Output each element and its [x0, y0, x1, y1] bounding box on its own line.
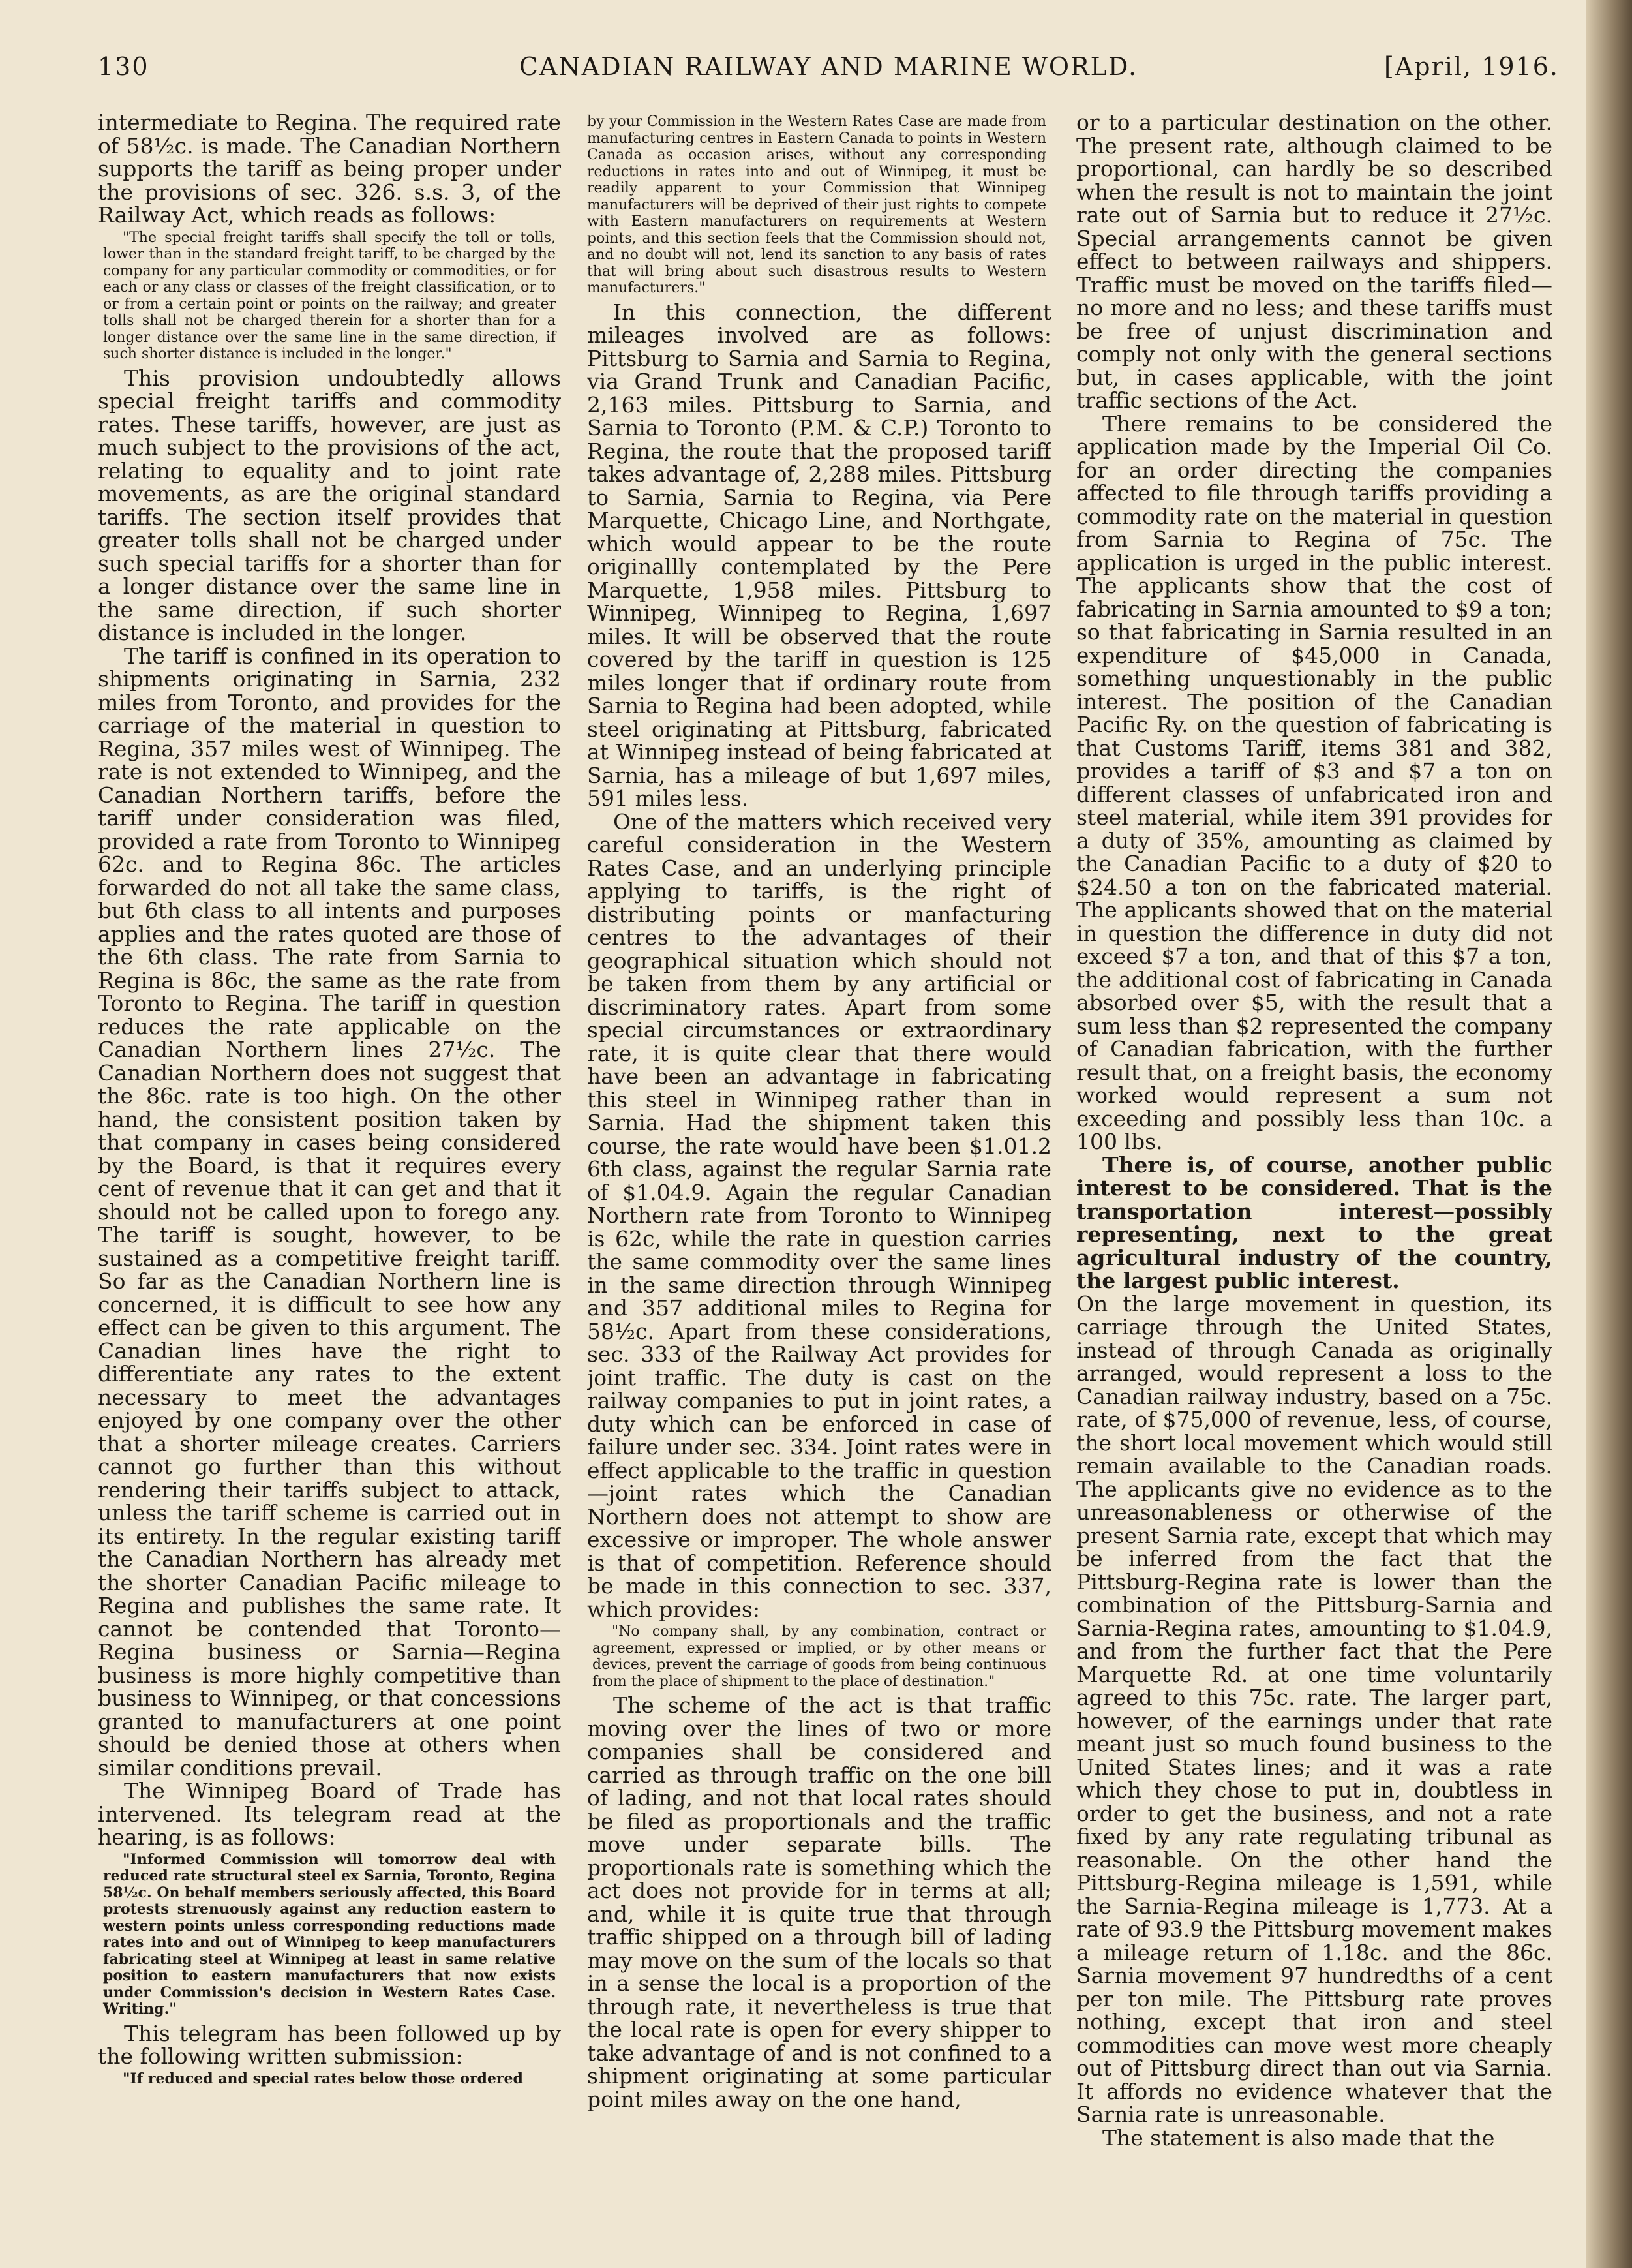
- quoted-paragraph: by your Commission in the Western Rates Case are made from manufacturing centres in Eastern Canada to points in Western Canada as occasion arises, without any corresponding reductions in rates into and out of Winnipeg, it must be readily apparent to your Commission that Winnipeg manufacturers will be deprived of their just rights to compete with Eastern manufacturers on requirements at Western points, and this section feels that the Commission should not, and no doubt will not, lend its sanction to any basis of rates that will bring about such disastrous results to Western manufacturers.": [587, 114, 1046, 296]
- text-column-3: [1076, 111, 1552, 2251]
- publication-title: CANADIAN RAILWAY AND MARINE WORLD.: [519, 52, 1138, 81]
- body-paragraph: In this connection, the different mileages involved are as follows: Pittsburg to Sarnia and Sarnia to Regina, via Grand Trunk and Canadian Pacific, 2,163 miles. Pittsburg to Sarnia, and Sarnia to Toronto (P.M. & C.P.) Toronto to Regina, the route that the proposed tariff takes advantage of, 2,288 miles. Pittsburg to Sarnia, Sarnia to Regina, via Pere Marquette, Chicago Line, and Northgate, which would appear to be the route originallly contemplated by the Pere Marquette, 1,958 miles. Pittsburg to Winnipeg, Winnipeg to Regina, 1,697 miles. It will be observed that the route covered by the tariff in question is 125 miles longer that if ordinary route from Sarnia to Regina had been adopted, while steel originating at Pittsburg, fabricated at Winnipeg instead of being fabricated at Sarnia, has a mileage of but 1,697 miles, 591 miles less.: [587, 299, 1051, 811]
- body-paragraph: On the large movement in question, its carriage through the United States, instead of through Canada as originally arranged, would represent a loss to the Canadian railway industry, based on a 75c. rate, of $75,000 of revenue, less, of course, the short local movement which would still remain available to the Canadian roads. The applicants give no evidence as to the unreasonableness or otherwise of the present Sarnia rate, except that which may be inferred from the fact that the Pittsburg-Regina rate is lower than the combination of the Pittsburg-Sarnia and Sarnia-Regina rates, amounting to $1.04.9, and from the further fact that the Pere Marquette Rd. at one time voluntarily agreed to this 75c. rate. The larger part, however, of the earnings under that rate meant just so much found business to the United States lines; and it was a rate which they chose to put in, doubtless in order to get the business, and not a rate fixed by any rate regulating tribunal as reasonable. On the other hand the Pittsburg-Regina mileage is 1,591, while the Sarnia-Regina mileage is 1,773. At a rate of 93.9 the Pittsburg movement makes a mileage return of 1.18c. and the 86c. Sarnia movement 97 hundredths of a cent per ton mile. The Pittsburg rate proves nothing, except that iron and steel commodities can move west more cheaply out of Pittsburg direct than out via Sarnia. It affords no evidence whatever that the Sarnia rate is unreasonable.: [1076, 1291, 1552, 2127]
- issue-date: [April, 1916.: [1383, 52, 1559, 81]
- text-column-2: [587, 111, 1051, 2251]
- body-paragraph: This telegram has been followed up by the following written submission:: [98, 2020, 561, 2069]
- quoted-paragraph: "Informed Commission will tomorrow deal with reduced rate structural steel ex Sarnia, Toronto, Regina 58½c. On behalf members seriously affected, this Board protests strenuously against any reduction eastern to western points unless corresponding reductions made rates into and out of Winnipeg to keep manufacturers fabricating steel at Winnipeg at least in same relative position to eastern manufacturers that now exists under Commission's decision in Western Rates Case. Writing.": [103, 1850, 556, 2017]
- body-paragraph: The tariff is confined in its operation to shipments originating in Sarnia, 232 miles from Toronto, and provides for the carriage of the material in question to Regina, 357 miles west of Winnipeg. The rate is not extended to Winnipeg, and the Canadian Northern tariffs, before the tariff under consideration was filed, provided a rate from Toronto to Winnipeg 62c. and to Regina 86c. The articles forwarded do not all take the same class, but 6th class to all intents and purposes applies and the rates quoted are those of the 6th class. The rate from Sarnia to Regina is 86c, the same as the rate from Toronto to Regina. The tariff in question reduces the rate applicable on the Canadian Northern lines 27½c. The Canadian Northern does not suggest that the 86c. rate is too high. On the other hand, the consistent position taken by that company in cases being considered by the Board, is that it requires every cent of revenue that it can get and that it should not be called upon to forego any. The tariff is sought, however, to be sustained as a competitive freight tariff. So far as the Canadian Northern line is concerned, it is difficult to see how any effect can be given to this argument. The Canadian lines have the right to differentiate any rates to the extent necessary to meet the advantages enjoyed by one company over the other that a shorter mileage creates. Carriers cannot go further than this without rendering their tariffs subject to attack, unless the tariff scheme is carried out in its entirety. In the regular existing tariff the Canadian Northern has already met the shorter Canadian Pacific mileage to Regina and publishes the same rate. It cannot be contended that Toronto—Regina business or Sarnia—Regina business is more highly competitive than business to Winnipeg, or that concessions granted to manufacturers at one point should be denied those at others when similar conditions prevail.: [98, 643, 561, 1781]
- body-paragraph: The scheme of the act is that traffic moving over the lines of two or more companies shall be considered and carried as through traffic on the one bill of lading, and not that local rates should be filed as proportionals and the traffic move under separate bills. The proportionals rate is something which the act does not provide for in terms at all; and, while it is quite true that through traffic shipped on a through bill of lading may move on the sum of the locals so that in a sense the local is a proportion of the through rate, it nevertheless is true that the local rate is open for every shipper to take advantage of and is not confined to a shipment originating at some particular point miles away on the one hand,: [587, 1693, 1051, 2112]
- book-spine-shadow: [1586, 0, 1632, 2268]
- body-paragraph: There is, of course, another public interest to be considered. That is the transportation interest—possibly representing, next to the great agricultural industry of the country, the largest public interest.: [1076, 1152, 1552, 1293]
- page-number: 130: [98, 52, 149, 81]
- quoted-paragraph: "The special freight tariffs shall specify the toll or tolls, lower than in the standard freight tariff, to be charged by the company for any particular commodity or commodities, or for each or any class or classes of the freight classification, or to or from a certain point or points on the railway; and greater tolls shall not be charged therein for a shorter than for a longer distance over the same line in the same direction, if such shorter distance is included in the longer.": [103, 229, 556, 362]
- text-column-1: [98, 111, 561, 2251]
- body-paragraph: intermediate to Regina. The required rate of 58½c. is made. The Canadian Northern supports the tariff as being proper under the provisions of sec. 326. s.s. 3, of the Railway Act, which reads as follows:: [98, 111, 561, 228]
- body-paragraph: One of the matters which received very careful consideration in the Western Rates Case, and an underlying principle applying to tariffs, is the right of distributing points or manfacturing centres to the advantages of their geographical situation which should not be taken from them by any artificial or discriminatory rates. Apart from some special circumstances or extraordinary rate, it is quite clear that there would have been an advantage in fabricating this steel in Winnipeg rather than in Sarnia. Had the shipment taken this course, the rate would have been $1.01.2 6th class, against the regular Sarnia rate of $1.04.9. Again the regular Canadian Northern rate from Toronto to Winnipeg is 62c, while the rate in question carries the same commodity over the same lines in the same direction through Winnipeg and 357 additional miles to Regina for 58½c. Apart from these considerations, sec. 333 of the Railway Act provides for joint traffic. The duty is cast on the railway companies to put in joint rates, a duty which can be enforced in case of failure under sec. 334. Joint rates were in effect applicable to the traffic in question—joint rates which the Canadian Northern does not attempt to show are excessive or improper. The whole answer is that of competition. Reference should be made in this connection to sec. 337, which provides:: [587, 808, 1051, 1622]
- body-paragraph: The statement is also made that the: [1102, 2124, 1495, 2151]
- quoted-paragraph: "If reduced and special rates below those ordered: [123, 2070, 523, 2087]
- quoted-paragraph: "No company shall, by any combination, contract or agreement, expressed or implied, or by other means or devices, prevent the carriage of goods from being continuous from the place of shipment to the place of destination.": [592, 1623, 1046, 1690]
- body-paragraph: There remains to be considered the application made by the Imperial Oil Co. for an order directing the companies affected to file through tariffs providing a commodity rate on the material in question from Sarnia to Regina of 75c. The application is urged in the public interest. The applicants show that the cost of fabricating in Sarnia amounted to $9 a ton; so that fabricating in Sarnia resulted in an expenditure of $45,000 in Canada, something unquestionably in the public interest. The position of the Canadian Pacific Ry. on the question of fabricating is that Customs Tariff, items 381 and 382, provides a tariff of $3 and $7 a ton on different classes of unfabricated iron and steel material, while item 391 provides for a duty of 35%, amounting as claimed by the Canadian Pacific to a duty of $20 to $24.50 a ton on the fabricated material. The applicants showed that on the material in question the difference in duty did not exceed $7 a ton, and that of this $7 a ton, the additional cost of fabricating in Canada absorbed over $5, with the result that a sum less than $2 represented the company of Canadian fabrication, with the further result that, on a freight basis, the economy worked would represent a sum not exceeding and possibly less than 10c. a 100 lbs.: [1076, 410, 1552, 1154]
- page-header: [98, 52, 1559, 104]
- body-paragraph: This provision undoubtedly allows special freight tariffs and commodity rates. These tariffs, however, are just as much subject to the provisions of the act, relating to equality and to joint rate movements, as are the original standard tariffs. The section itself provides that greater tolls shall not be charged under such special tariffs for a shorter than for a longer distance over the same line in the same direction, if such shorter distance is included in the longer.: [98, 365, 561, 645]
- body-paragraph: or to a particular destination on the other. The present rate, although claimed to be proportional, can hardly be so described when the result is not to maintain the joint rate out of Sarnia but to reduce it 27½c. Special arrangements cannot be given effect to between railways and shippers. Traffic must be moved on the tariffs filed—no more and no less; and these tariffs must be free of unjust discrimination and comply not only with the general sections but, in cases applicable, with the joint traffic sections of the Act.: [1076, 111, 1552, 413]
- body-paragraph: The Winnipeg Board of Trade has intervened. Its telegram read at the hearing, is as follows:: [98, 1778, 561, 1850]
